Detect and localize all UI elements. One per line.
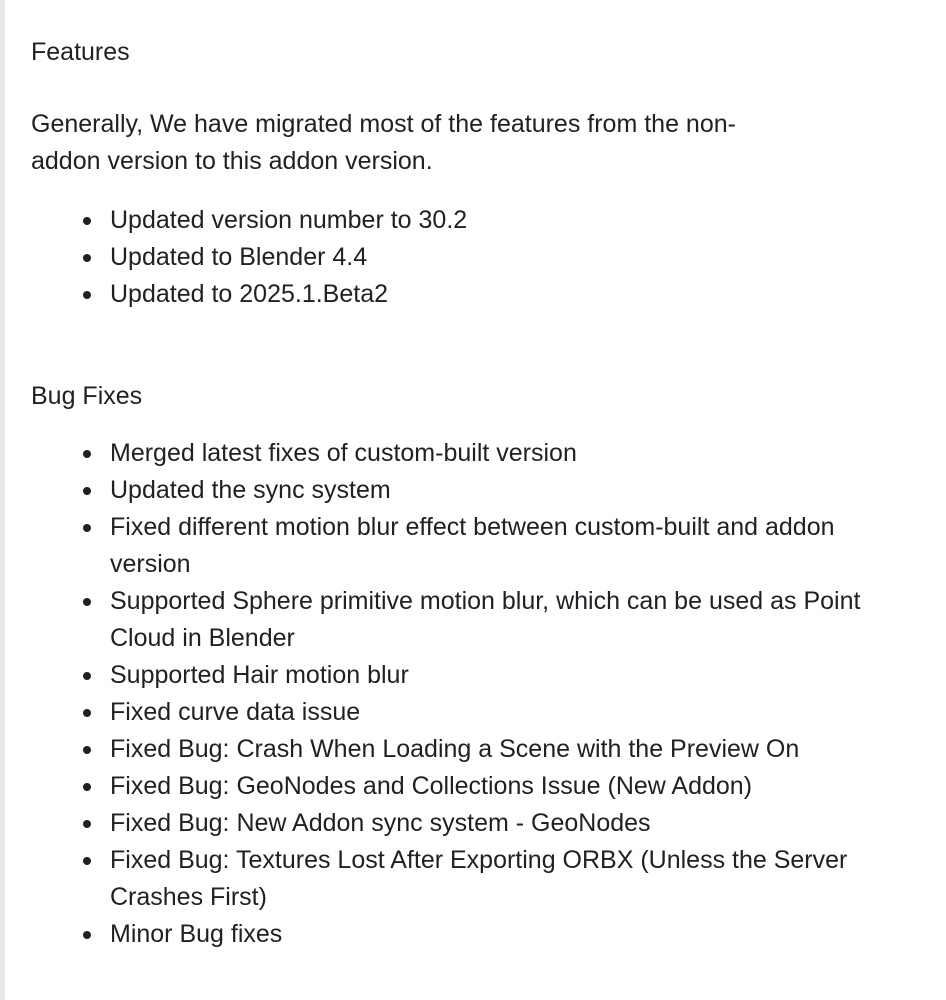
features-heading: Features [31, 38, 130, 66]
list-item: Fixed Bug: New Addon sync system - GeoNodes [110, 805, 870, 842]
features-list [31, 202, 911, 313]
list-item: Fixed curve data issue [110, 694, 870, 731]
left-edge-border [0, 0, 5, 1000]
list-item: Minor Bug fixes [110, 916, 870, 953]
list-item: Updated version number to 30.2 [110, 202, 870, 239]
list-item: Fixed Bug: Textures Lost After Exporting ORBX (Unless the Server Crashes First) [110, 842, 870, 916]
list-item: Fixed Bug: Crash When Loading a Scene with the Preview On [110, 731, 870, 768]
list-item: Supported Hair motion blur [110, 657, 870, 694]
bug-fixes-heading: Bug Fixes [31, 382, 143, 410]
list-item: Updated to 2025.1.Beta2 [110, 276, 870, 313]
list-item: Updated the sync system [110, 472, 870, 509]
list-item: Fixed different motion blur effect between custom-built and addon version [110, 509, 870, 583]
list-item: Supported Sphere primitive motion blur, which can be used as Point Cloud in Blender [110, 583, 870, 657]
list-item: Merged latest fixes of custom-built version [110, 435, 870, 472]
list-item: Updated to Blender 4.4 [110, 239, 870, 276]
bug-fixes-list [31, 435, 911, 953]
list-item: Fixed Bug: GeoNodes and Collections Issue (New Addon) [110, 768, 870, 805]
release-notes [31, 32, 911, 953]
features-intro: Generally, We have migrated most of the features from the non-addon version to this addon version. [31, 110, 736, 175]
